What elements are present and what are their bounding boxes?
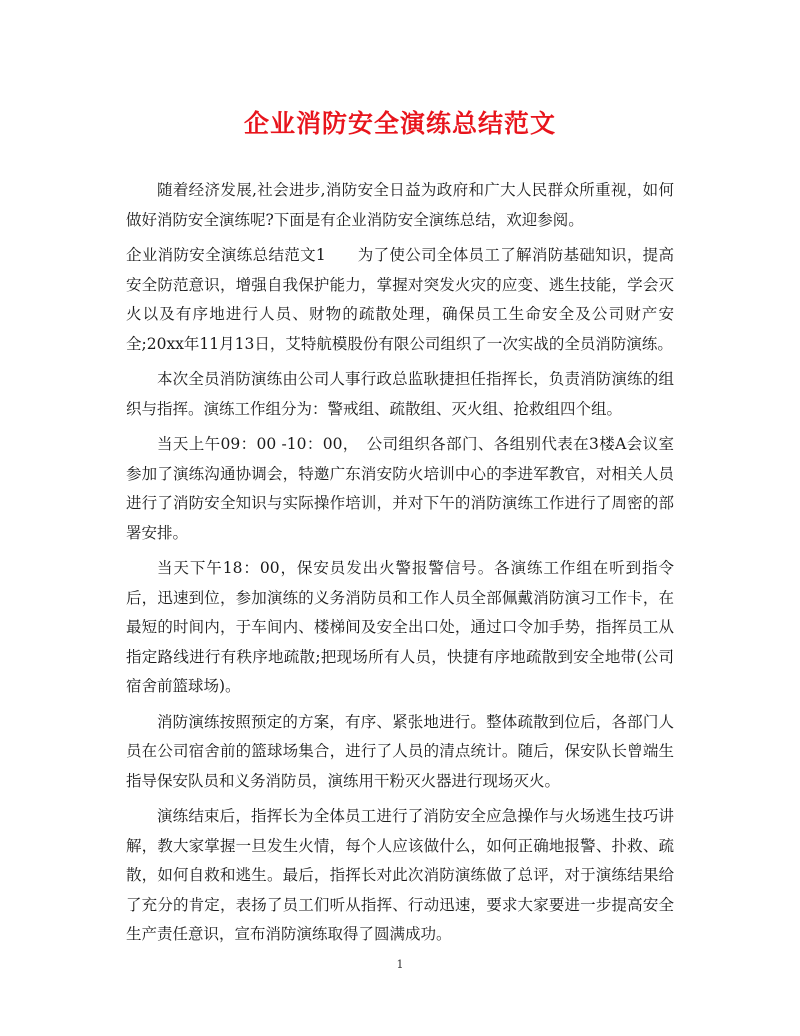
document-body (126, 176, 674, 956)
document-title: 企业消防安全演练总结范文 (243, 109, 556, 138)
paragraph-intro: 随着经济发展,社会进步,消防安全日益为政府和广大人民群众所重视，如何做好消防安全演练呢?下面是有企业消防安全演练总结，欢迎参阅。 (126, 181, 674, 229)
paragraph-morning: 当天上午09：00 -10：00， 公司组织各部门、各组别代表在3楼A会议室参加了演练沟通协调会，特邀广东消安防火培训中心的李进军教官，对相关人员进行了消防安全知识与实际操作培训，并对下午的消防演练工作进行了周密的部署安排。 (126, 435, 674, 542)
paragraph-afternoon: 当天下午18：00，保安员发出火警报警信号。各演练工作组在听到指令后，迅速到位，参加演练的义务消防员和工作人员全部佩戴消防演习工作卡，在最短的时间内，于车间内、楼梯间及安全出口处，通过口令加手势，指挥员工从指定路线进行有秩序地疏散;把现场所有人员，快捷有序地疏散到安全地带(公司宿舍前篮球场)。 (126, 559, 674, 695)
paragraph-sample-1: 企业消防安全演练总结范文1 为了使公司全体员工了解消防基础知识，提高安全防范意识，增强自我保护能力，掌握对突发火灾的应变、逃生技能，学会灭火以及有序地进行人员、财物的疏散处理，确保员工生命安全及公司财产安全;20xx年11月13日，艾特航模股份有限公司组织了一次实战的全员消防演练。 (126, 246, 674, 353)
paragraph-command: 本次全员消防演练由公司人事行政总监耿捷担任指挥长，负责消防演练的组织与指挥。演练工作组分为：警戒组、疏散组、灭火组、抢救组四个组。 (126, 370, 674, 418)
paragraph-conclusion: 演练结束后，指挥长为全体员工进行了消防安全应急操作与火场逃生技巧讲解，教大家掌握一旦发生火情，每个人应该做什么，如何正确地报警、扑救、疏散，如何自救和逃生。最后，指挥长对此次消防演练做了总评，对于演练结果给了充分的肯定，表扬了员工们听从指挥、行动迅速，要求大家要进一步提高安全生产责任意识，宣布消防演练取得了圆满成功。 (126, 807, 674, 943)
page-number: 1 (396, 958, 404, 971)
paragraph-drill: 消防演练按照预定的方案，有序、紧张地进行。整体疏散到位后，各部门人员在公司宿舍前的篮球场集合，进行了人员的清点统计。随后，保安队长曾端生指导保安队员和义务消防员，演练用干粉灭火器进行现场灭火。 (126, 712, 674, 790)
